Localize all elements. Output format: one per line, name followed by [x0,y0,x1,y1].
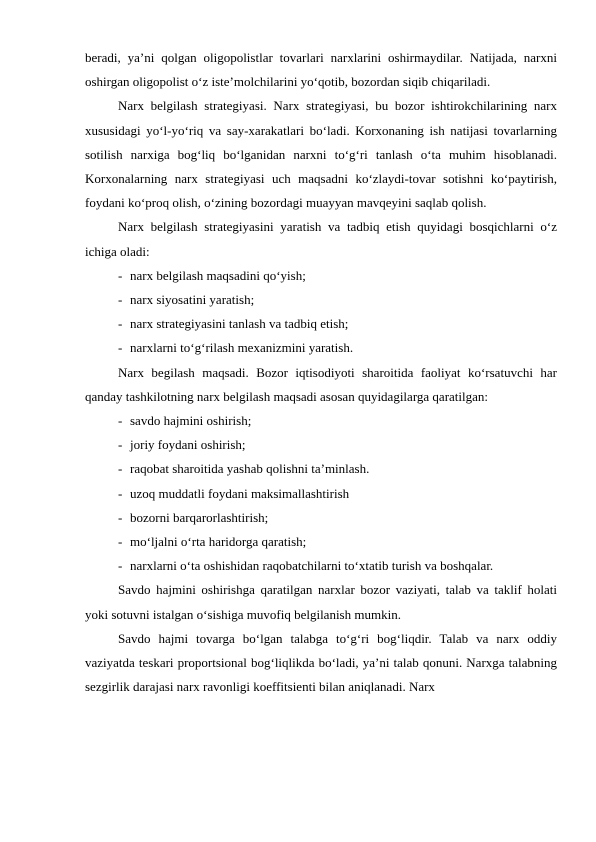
list-item-text: savdo hajmini oshirish; [130,413,252,429]
list-item [85,554,557,578]
list-marker: - [118,534,123,550]
list-item-text: mo‘ljalni o‘rta haridorga qaratish; [130,534,307,550]
list-marker: - [118,292,123,308]
paragraph-price-strategy: Narx belgilash strategiyasi. Narx strategiyasi, bu bozor ishtirokchilarining narx xususidagi yo‘l-yo‘riq va say-xarakatlari bo‘ladi. Korxonaning ish natijasi tovarlarning sotilish narxiga bog‘liq bo‘lganidan narxni to‘g‘ri tanlash o‘ta muhim hisoblanadi. Korxonalarning narx strategiyasi uch maqsadni ko‘zlaydi-tovar sotishni ko‘paytirish, foydani ko‘proq olish, o‘zining bozordagi muayyan mavqeyini saqlab qolish. [85,98,557,211]
paragraph-demand-law: Savdo hajmi tovarga bo‘lgan talabga to‘g‘ri bog‘liqdir. Talab va narx oddiy vaziyatda teskari proportsional bog‘liqlikda bo‘ladi, ya’ni talab qonuni. Narxga talabning sezgirlik darajasi narx ravonligi koeffitsienti bilan aniqlanadi. Narx [85,630,557,695]
list-item-text: bozorni barqarorlashtirish; [130,509,269,525]
list-item-text: joriy foydani oshirish; [130,437,246,453]
list-marker: - [118,485,123,501]
list-marker: - [118,340,123,356]
list-marker: - [118,509,123,525]
list-item [85,433,557,457]
list-item [85,409,557,433]
list-item [85,530,557,554]
list-item [85,482,557,506]
list-item [85,264,557,288]
list-marker: - [118,437,123,453]
document-page [85,46,557,699]
paragraph-continuation: beradi, ya’ni qolgan oligopolistlar tovarlari narxlarini oshirmaydilar. Natijada, narxni oshirgan oligopolist o‘z iste’molchilarini yo‘qotib, bozordan siqib chiqariladi. [85,50,557,90]
list-item [85,312,557,336]
goals-list [85,409,557,578]
paragraph-strategy-stages: Narx belgilash strategiyasini yaratish va tadbiq etish quyidagi bosqichlarni o‘z ichiga oladi: [85,219,557,259]
list-item [85,336,557,360]
list-item-text: raqobat sharoitida yashab qolishni ta’minlash. [130,461,370,477]
list-item-text: narx strategiyasini tanlash va tadbiq etish; [130,316,349,332]
paragraph-sales-volume: Savdo hajmini oshirishga qaratilgan narxlar bozor vaziyati, talab va taklif holati yoki sotuvni istalgan o‘sishiga muvofiq belgilanish mumkin. [85,582,557,622]
list-marker: - [118,461,123,477]
list-item-text: uzoq muddatli foydani maksimallashtirish [130,485,350,501]
list-item-text: narxlarni to‘g‘rilash mexanizmini yaratish. [130,340,354,356]
list-marker: - [118,267,123,283]
list-item-text: narxlarni o‘ta oshishidan raqobatchilarni to‘xtatib turish va boshqalar. [130,558,494,574]
list-item-text: narx siyosatini yaratish; [130,292,255,308]
list-item [85,457,557,481]
stages-list [85,264,557,361]
list-marker: - [118,558,123,574]
paragraph-pricing-goal: Narx begilash maqsadi. Bozor iqtisodiyoti sharoitida faoliyat ko‘rsatuvchi har qanday tashkilotning narx belgilash maqsadi asosan quyidagilarga qaratilgan: [85,364,557,404]
list-item-text: narx belgilash maqsadini qo‘yish; [130,267,306,283]
list-marker: - [118,413,123,429]
list-item [85,506,557,530]
list-marker: - [118,316,123,332]
list-item [85,288,557,312]
